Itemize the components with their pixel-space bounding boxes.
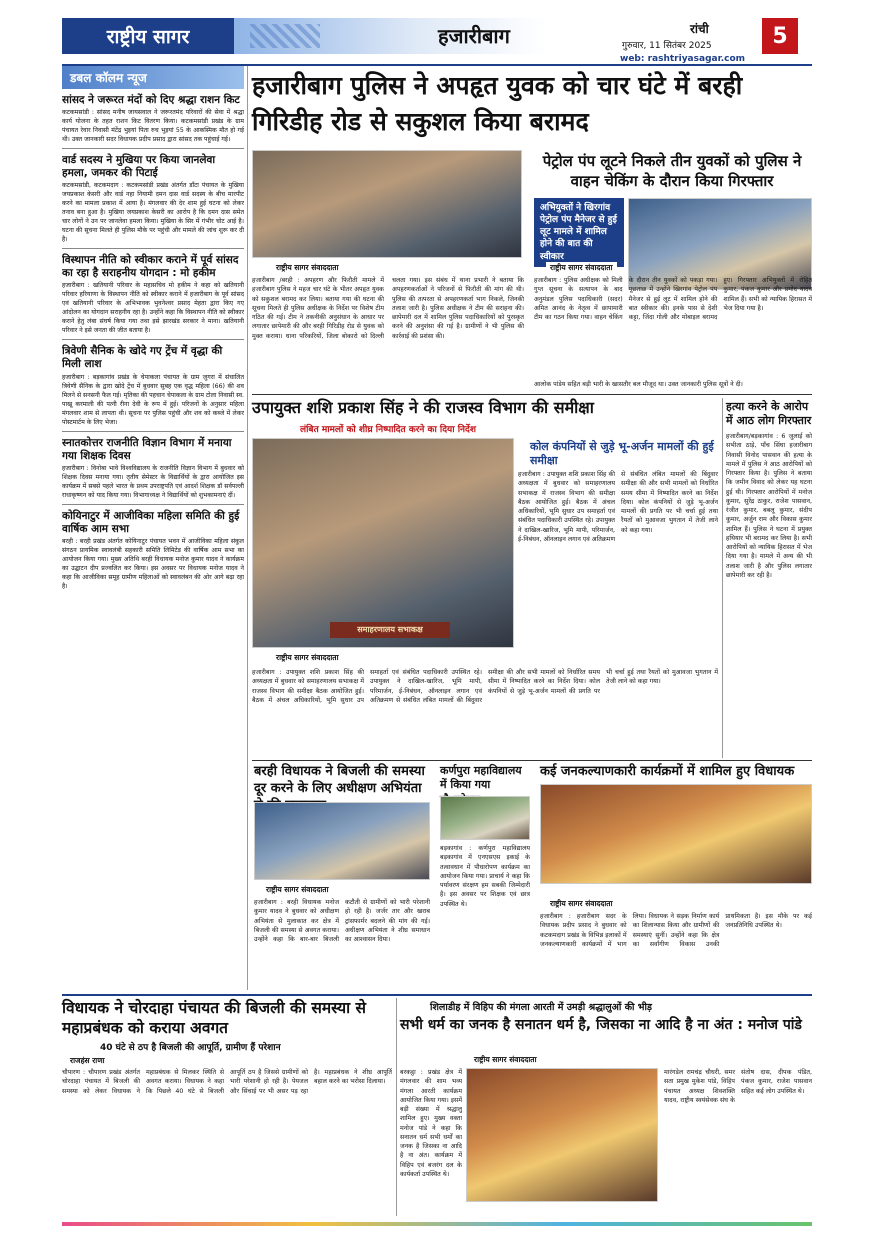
college-body: बड़कागांव : कर्णपुरा महाविद्यालय बड़कागांव में एनएसएस इकाई के तत्वावधान में पौधारोपण कार्यक्रम का आयोजन किया गया। प्राचार्य ने कहा कि पर्यावरण संरक्षण हम सबकी जिम्मेदारी है। इस अवसर पर शिक्षक एवं छात्र उपस्थित थे। (440, 845, 530, 908)
column-divider (247, 66, 248, 990)
shiladih-body: बरकट्ठा : प्रखंड क्षेत्र में मंगलवार की शाम भव्य मंगला आरती कार्यक्रम आयोजित किया गया। इसमें बड़ी संख्या में श्रद्धालु शामिल हुए। मुख्य वक्ता मनोज पांडे ने कहा कि सनातन धर्म सभी धर्मों का जनक है जिसका ना आदि है ना अंत। कार्यक्रम में विहिप एवं बजरंग दल के कार्यकर्ता उपस्थित थे। (400, 1069, 462, 1178)
divider (62, 248, 244, 249)
revenue-photo (252, 438, 514, 648)
shiladih-banner: शिलाडीह में विहिप की मंगला आरती में उमड़ी श्रद्धालुओं की भीड़ (430, 1002, 652, 1013)
hall-sign: समाहरणालय सभाकक्ष (330, 622, 450, 638)
barhi-caption: राष्ट्रीय सागर संवाददाता (262, 884, 333, 896)
divider (252, 760, 812, 761)
revenue-subheadline: लंबित मामलों को शीघ्र निष्पादित करने का दिया निर्देश (300, 425, 476, 435)
lead-headline: हजारीबाग पुलिस ने अपहृत युवक को चार घंटे में बरही गिरिडीह रोड से सकुशल किया बरामद (252, 71, 743, 136)
edition-date: गुरुवार, 11 सितंबर 2025 (622, 41, 712, 51)
divider (62, 148, 244, 149)
column-header: डबल कॉलम न्यूज (62, 66, 244, 89)
news-item (62, 254, 244, 340)
section-title: हजारीबाग (438, 24, 510, 48)
chordaha-headline: विधायक ने चोरदाहा पंचायत की बिजली की समस्या से महाप्रबंधक को कराया अवगत (62, 999, 367, 1038)
news-item-headline: विस्थापन नीति को स्वीकार कराने में पूर्व सांसद का रहा है सराहनीय योगदान : मो हकीम (62, 254, 239, 280)
divider (62, 994, 812, 996)
petrol-tail: आलोक पांडेय सहित बड़ी भारी के खासतौर बल मौजूद था। उक्त जानकारी पुलिस सूत्रों ने दी। (534, 381, 743, 388)
lead-caption: राष्ट्रीय सागर संवाददाता (272, 262, 343, 274)
news-item-body: हजारीबाग : बड़कागांव प्रखंड के चेपाकला पंचायत के ग्राम जुगरा में संचालित त्रिवेणी सैनिक के द्वारा खोदे ट्रेंच में बुधवार सुबह एक वृद्ध महिला (66) की शव मिलने से सनसनी फैल गई। मृतिका की पहचान चेपाकला के ग्राम टोला निवासी स्व. पाखू करमाली की पत्नी रीना देवी के रूप में हुई। परिजनों के अनुसार महिला मंगलवार शाम से लापता थी। सूचना पर पुलिस पहुंची और शव को कब्जे में लेकर पोस्टमार्टम के लिए भेजा। (62, 373, 244, 426)
petrol-headline: पेट्रोल पंप लूटने निकले तीन युवकों को पुलिस ने वाहन चेकिंग के दौरान किया गिरफ्तार (542, 152, 802, 190)
footer-color-bar (62, 1222, 812, 1226)
welfare-caption: राष्ट्रीय सागर संवाददाता (546, 898, 617, 910)
column-divider (722, 398, 723, 758)
news-item (62, 94, 244, 149)
shiladih-caption: राष्ट्रीय सागर संवाददाता (470, 1054, 541, 1066)
news-item (62, 345, 244, 431)
news-item-headline: कोयिनाटुर में आजीविका महिला समिति की हुई वार्षिक आम सभा (62, 509, 240, 535)
news-item-body: हजारीबाग : विनोबा भावे विश्वविद्यालय के राजनीति विज्ञान विभाग में बुधवार को शिक्षक दिवस मनाया गया। तृतीय सेमेस्टर के विद्यार्थियों के द्वारा आयोजित इस कार्यक्रम में सबसे पहले भारत के प्रथम उपराष्ट्रपति एवं आदर्श शिक्षक डॉ सर्वपल्ली राधाकृष्णन को याद किया गया। विभागाध्यक्ष ने विद्यार्थियों को शुभकामनाएं दीं। (62, 464, 244, 499)
revenue-caption: राष्ट्रीय सागर संवाददाता (272, 652, 343, 664)
shiladih-body-right: मारंगडेल रामचंद्र चौधरी, समर सता प्रमुख मुकेश पांडे, विहिप पंचायत अध्यक्ष शिवशक्ति यादव, राष्ट्रीय स्वयंसेवक संघ के संतोष दास, दीपक पंडित, पंकज कुमार, राजेश पासवान सहित कई लोग उपस्थित थे। (664, 1069, 812, 1104)
petrol-body: हजारीबाग : पुलिस अधीक्षक को मिली गुप्त सूचना के सत्यापन के बाद अनुमंडल पुलिस पदाधिकारी (सदर) अमित आनंद के नेतृत्व में छापामारी टीम का गठन किया गया। वाहन चेकिंग के दौरान तीन युवकों को पकड़ा गया। पूछताछ में उन्होंने खिरगांव पेट्रोल पंप मैनेजर से हुई लूट में शामिल होने की बात स्वीकार की। इनके पास से देशी कट्टा, जिंदा गोली और मोबाइल बरामद हुए। गिरफ्तार अभियुक्तों में रोहित कुमार, पंकज कुमार और प्रमोद यादव शामिल हैं। सभी को न्यायिक हिरासत में भेज दिया गया है। (534, 277, 812, 321)
lead-photo (252, 150, 522, 258)
barhi-photo (254, 802, 430, 880)
revenue-box-headline: कोल कंपनियों से जुड़े भू-अर्जन मामलों की हुई समीक्षा (530, 440, 714, 468)
divider (62, 339, 244, 340)
page-number: 5 (762, 18, 798, 54)
lead-body: हजारीबाग /बरही : अपहरण और फिरौती मामले में हजारीबाग पुलिस ने महज चार घंटे के भीतर अपहृत युवक को सकुशल बरामद कर लिया। बताया गया की घटना की सूचना मिलते ही पुलिस अधीक्षक के निर्देश पर विशेष टीम गठित की गई। टीम ने तकनीकी अनुसंधान के आधार पर लगातार छापेमारी की और बरही गिरिडीह रोड से युवक को मुक्त कराया। धाना परिकरियों, जिला बोकारो को दिल्ली चलता गया। इस संबंध में थाना प्रभारी ने बताया कि अपहरणकर्ताओं ने परिजनों से फिरौती की मांग की थी। पुलिस की तत्परता से अपहरणकर्ता भाग निकले, जिनकी तलाश जारी है। पुलिस अधीक्षक ने टीम की सराहना की। छापेमारी दल में शामिल पुलिस पदाधिकारियों को पुरस्कृत करने की अनुशंसा की गई है। ग्रामीणों ने भी पुलिस की कार्रवाई की प्रशंसा की। (252, 277, 524, 340)
chordaha-body: चौपारण : चौपारण प्रखंड अंतर्गत चोरदाहा पंचायत में बिजली की समस्या को लेकर विधायक ने महाप्रबंधक से मिलकर स्थिति से अवगत कराया। विधायक ने कहा कि पिछले 40 घंटे से बिजली आपूर्ति ठप है जिससे ग्रामीणों को भारी परेशानी हो रही है। पेयजल और सिंचाई पर भी असर पड़ रहा है। महाप्रबंधक ने शीघ्र आपूर्ति बहाल करने का भरोसा दिलाया। (62, 1069, 392, 1095)
welfare-photo (540, 784, 812, 884)
divider (252, 394, 812, 395)
revenue-headline: उपायुक्त शशि प्रकाश सिंह ने की राजस्व विभाग की समीक्षा (252, 398, 594, 417)
news-item-headline: वार्ड सदस्य ने मुखिया पर किया जानलेवा हमला, जमकर की पिटाई (62, 154, 216, 180)
welfare-body: हजारीबाग : हजारीबाग सदर के विधायक प्रदीप प्रसाद ने बुधवार को कटकमदाग प्रखंड के विभिन्न इलाकों में जनकल्याणकारी कार्यक्रमों में भाग लिया। विधायक ने सड़क निर्माण कार्य का शिलान्यास किया और ग्रामीणों की समस्याएं सुनीं। उन्होंने कहा कि क्षेत्र का सर्वांगीण विकास उनकी प्राथमिकता है। इस मौके पर कई जनप्रतिनिधि उपस्थित थे। (540, 913, 812, 948)
shiladih-photo (466, 1068, 658, 1202)
paper-logo: राष्ट्रीय सागर (62, 18, 234, 54)
revenue-body: हजारीबाग : उपायुक्त शशि प्रकाश सिंह की अध्यक्षता में बुधवार को समाहरणालय सभाकक्ष में राजस्व विभाग की समीक्षा बैठक आयोजित हुई। बैठक में अंचल अधिकारियों, भूमि सुधार उप समाहर्ता एवं संबंधित पदाधिकारी उपस्थित रहे। उपायुक्त ने दाखिल-खारिज, भूमि मापी, परिमार्जन, ई-निबंधन, ऑनलाइन लगान एवं अतिक्रमण से संबंधित लंबित मामलों की बिंदुवार समीक्षा की और सभी मामलों को निर्धारित समय सीमा में निष्पादित करने का निर्देश दिया। कोल कंपनियों से जुड़े भू-अर्जन मामलों की प्रगति पर भी चर्चा हुई तथा रैयतों को मुआवजा भुगतान में तेजी लाने को कहा गया। (518, 471, 718, 543)
welfare-headline: कई जनकल्याणकारी कार्यक्रमों में शामिल हुए विधायक (540, 764, 795, 779)
news-item-headline: स्नातकोत्तर राजनीति विज्ञान विभाग में मनाया गया शिक्षक दिवस (62, 436, 232, 462)
news-item (62, 437, 244, 505)
news-item (62, 154, 244, 249)
news-item (62, 510, 244, 592)
chordaha-subheadline: 40 घंटे से ठप है बिजली की आपूर्ति, ग्रामीण हैं परेशान (100, 1043, 281, 1053)
news-item-body: हजारीबाग : खतियानी परिवार के महासचिव मो हकीम ने कहा को खतियानी परिवार हरियाणा के विस्थापन नीति को स्वीकार कराने में हजारीबाग के पूर्व सांसद एवं खतियानी परिवार के अभिभावक भुवनेश्वर प्रसाद मेहता द्वारा किए गए आंदोलन का योगदान सराहनीय रहा है। उन्होंने कहा कि विस्थापन नीति को स्वीकार कराने हेतु लंबा संघर्ष किया गया तथा इसे झारखंड सरकार ने माना। खतियानी परिवार ने इसे जनता की जीत बताया है। (62, 282, 244, 335)
news-item-body: बरही : बरही प्रखंड अंतर्गत कोयिनाटुर पंचायत भवन में आजीविका महिला संकुल संगठन प्रायमिक स्वावलंबी सहकारी समिति लिमिटेड की वार्षिक आम सभा का आयोजन किया गया। मुख्य अतिथि बरही विधायक मनोज कुमार यादव ने कार्यक्रम का उद्घाटन दीप प्रज्वलित कर किया। इस अवसर पर विधायक मनोज यादव ने कहा कि आजीविका समूह ग्रामीण महिलाओं को स्वावलंबन की ओर आगे बढ़ा रहा है। (62, 537, 244, 590)
college-photo (440, 796, 530, 840)
news-item-body: कटकमसांडी : सांसद मनीष जायसवाल ने जरूरतमंद परिवारों की सेवा में श्रद्धा कार्य योजना के तहत राशन किट वितरण किया। कटकमसांडी प्रखंड के ग्राम पंचायत रेवार निवासी मंटेंद्र भुइयां पिता रुच भुइयां 55 के आकस्मिक मौत हो गई थी। उक्त जानकारी सदर विधायक प्रदीप प्रसाद द्वारा सांसद तक पहुंचाई गई। (62, 109, 244, 144)
news-item-body: कटकमसांडी, कटकमदाग : कटकमसांडी प्रखंड अंतर्गत डाँटा पंचायत के मुखिया जयप्रकाश केसरी और वार्ड नहा नियामी दमन दास वार्ड सदस्य के बीच मारपीट करने का मामला प्रकाश में आया है। मंगलवार की देर शाम हुई घटना को लेकर तनाव बना हुआ है। मुखिया जयप्रकाश केसरी का आरोप है कि दमन दास समेत चार लोगों ने उन पर जानलेवा हमला किया। मुखिया के सिर में गंभीर चोट आई है। घटना की सूचना मिलते ही पुलिस मौके पर पहुंची और मामले की जांच शुरू कर दी है। (62, 182, 244, 244)
shiladih-headline: सभी धर्म का जनक है सनातन धर्म है, जिसका ना आदि है ना अंत : मनोज पांडे (400, 1017, 802, 1033)
chordaha-byline: राजहंस राणा (70, 1056, 105, 1065)
news-item-headline: सांसद ने जरूरत मंदों को दिए श्रद्धा राशन किट (62, 94, 240, 106)
double-column-news (62, 66, 244, 990)
barhi-body: हजारीबाग : बरही विधायक मनोज कुमार यादव ने बुधवार को अधीक्षण अभियंता से मुलाकात कर क्षेत्र में बिजली की समस्या से अवगत कराया। उन्होंने कहा कि बार-बार बिजली कटौती से ग्रामीणों को भारी परेशानी हो रही है। जर्जर तार और खराब ट्रांसफार्मर बदलने की मांग की गई। अधीक्षण अभियंता ने शीघ्र समाधान का आश्वासन दिया। (254, 899, 430, 943)
divider (62, 431, 244, 432)
masthead-pattern (250, 24, 320, 48)
news-item-headline: त्रिवेणी सैनिक के खोदे गए ट्रेंच में वृद्धा की मिली लाश (62, 345, 223, 371)
website-link[interactable]: web: rashtriyasagar.com (620, 54, 746, 64)
petrol-caption: राष्ट्रीय सागर संवाददाता (546, 262, 617, 274)
murder-headline: हत्या करने के आरोप में आठ लोग गिरफ्तार (726, 400, 812, 428)
petrol-pullquote: अभियुक्तों ने खिरगांव पेट्रोल पंप मैनेजर से हुई लूट मामले में शामिल होने की बात की स्वीकार (534, 198, 624, 267)
divider (62, 504, 244, 505)
college-headline: कर्णपुरा महाविद्यालय में किया गया (440, 764, 522, 792)
edition-city: रांची (690, 22, 709, 36)
murder-body: हजारीबाग/बड़कागांव : 6 जुलाई को सभीता ठाड़े, पाँच सिंघा हजारीबाग निवासी विनोद पासवान की हत्या के मामले में पुलिस ने आठ आरोपियों को गिरफ्तार किया है। पुलिस ने बताया कि जमीन विवाद को लेकर यह घटना हुई थी। गिरफ्तार आरोपियों में मनोज कुमार, सुरेंद्र ठाकुर, राजेश पासवान, रंजीत कुमार, बबलू कुमार, संदीप कुमार, अर्जुन राम और विकास कुमार शामिल हैं। पुलिस ने घटना में प्रयुक्त हथियार भी बरामद कर लिया है। सभी आरोपियों को न्यायिक हिरासत में भेज दिया गया है। मामले में अन्य की भी तलाश जारी है और पुलिस लगातार छापेमारी कर रही है। (726, 433, 812, 579)
column-divider (396, 998, 397, 1216)
revenue-body-continued: हजारीबाग : उपायुक्त शशि प्रकाश सिंह की अध्यक्षता में बुधवार को समाहरणालय सभाकक्ष में राजस्व विभाग की समीक्षा बैठक आयोजित हुई। बैठक में अंचल अधिकारियों, भूमि सुधार उप समाहर्ता एवं संबंधित पदाधिकारी उपस्थित रहे। उपायुक्त ने दाखिल-खारिज, भूमि मापी, परिमार्जन, ई-निबंधन, ऑनलाइन लगान एवं अतिक्रमण से संबंधित लंबित मामलों की बिंदुवार समीक्षा की और सभी मामलों को निर्धारित समय सीमा में निष्पादित करने का निर्देश दिया। कोल कंपनियों से जुड़े भू-अर्जन मामलों की प्रगति पर भी चर्चा हुई तथा रैयतों को मुआवजा भुगतान में तेजी लाने को कहा गया। (252, 669, 718, 704)
barhi-headline: बरही विधायक ने बिजली की समस्या दूर करने के लिए अधीक्षण अभियंता (254, 764, 425, 796)
